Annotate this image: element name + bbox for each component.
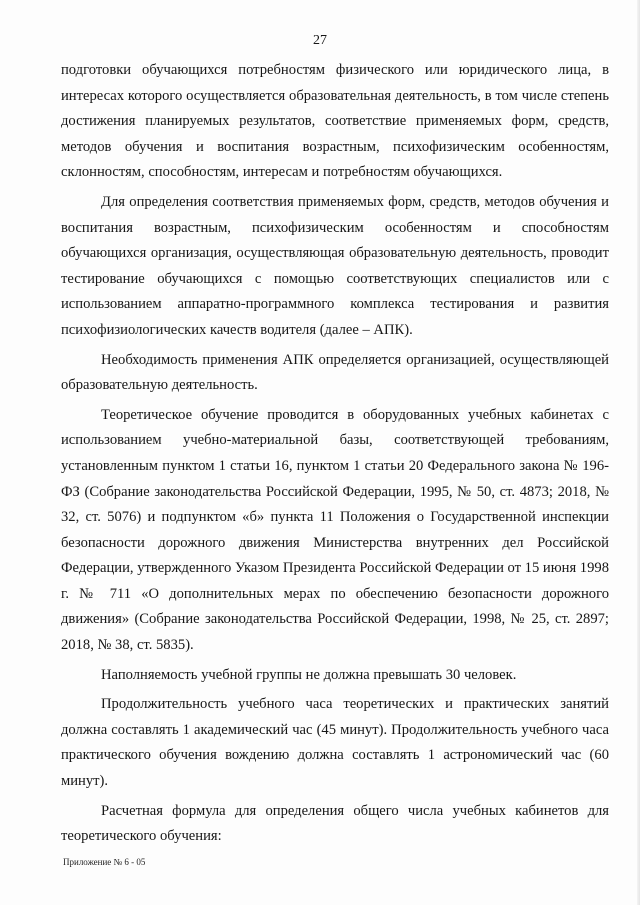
paragraph-apk-necessity: Необходимость применения АПК определяется организацией, осуществляющей образовательную деятельность. (61, 351, 609, 394)
document-body (61, 58, 609, 854)
paragraph-formula-intro: Расчетная формула для определения общего числа учебных кабинетов для теоретического обучения: (61, 802, 609, 845)
page-number: 27 (313, 33, 327, 48)
footer-note: Приложение № 6 - 05 (63, 857, 146, 867)
paragraph-continuation: подготовки обучающихся потребностям физического или юридического лица, в интересах которого осуществляется образовательная деятельность, в том числе степень достижения планируемых результатов, соответствие применяемых форм, средств, методов обучения и воспитания возрастным, психофизическим особенностям, склонностям, способностям, интересам и потребностям обучающихся. (61, 62, 609, 181)
paragraph-testing: Для определения соответствия применяемых форм, средств, методов обучения и воспитания возрастным, психофизическим особенностям и способностям обучающихся организация, осуществляющая образовательную деятельность, проводит тестирование обучающихся с помощью соответствующих специалистов или с использованием аппаратно-программного комплекса тестирования и развития психофизиологических качеств водителя (далее – АПК). (61, 193, 609, 338)
paragraph-theoretical-training: Теоретическое обучение проводится в оборудованных учебных кабинетах с использованием учебно-материальной базы, соответствующей требованиям, установленным пунктом 1 статьи 16, пунктом 1 статьи 20 Федерального закона № 196-ФЗ (Собрание законодательства Российской Федерации, 1995, № 50, ст. 4873; 2018, № 32, ст. 5076) и подпунктом «б» пункта 11 Положения о Государственной инспекции безопасности дорожного движения Министерства внутренних дел Российской Федерации, утвержденного Указом Президента Российской Федерации от 15 июня 1998 г. № 711 «О дополнительных мерах по обеспечению безопасности дорожного движения» (Собрание законодательства Российской Федерации, 1998, № 25, ст. 2897; 2018, № 38, ст. 5835). (61, 406, 609, 654)
paragraph-lesson-duration: Продолжительность учебного часа теоретических и практических занятий должна составлять 1 академический час (45 минут). Продолжительность учебного часа практического обучения вождению должна составлять 1 астрономический час (60 минут). (61, 696, 609, 790)
paragraph-group-size: Наполняемость учебной группы не должна превышать 30 человек. (101, 666, 517, 683)
